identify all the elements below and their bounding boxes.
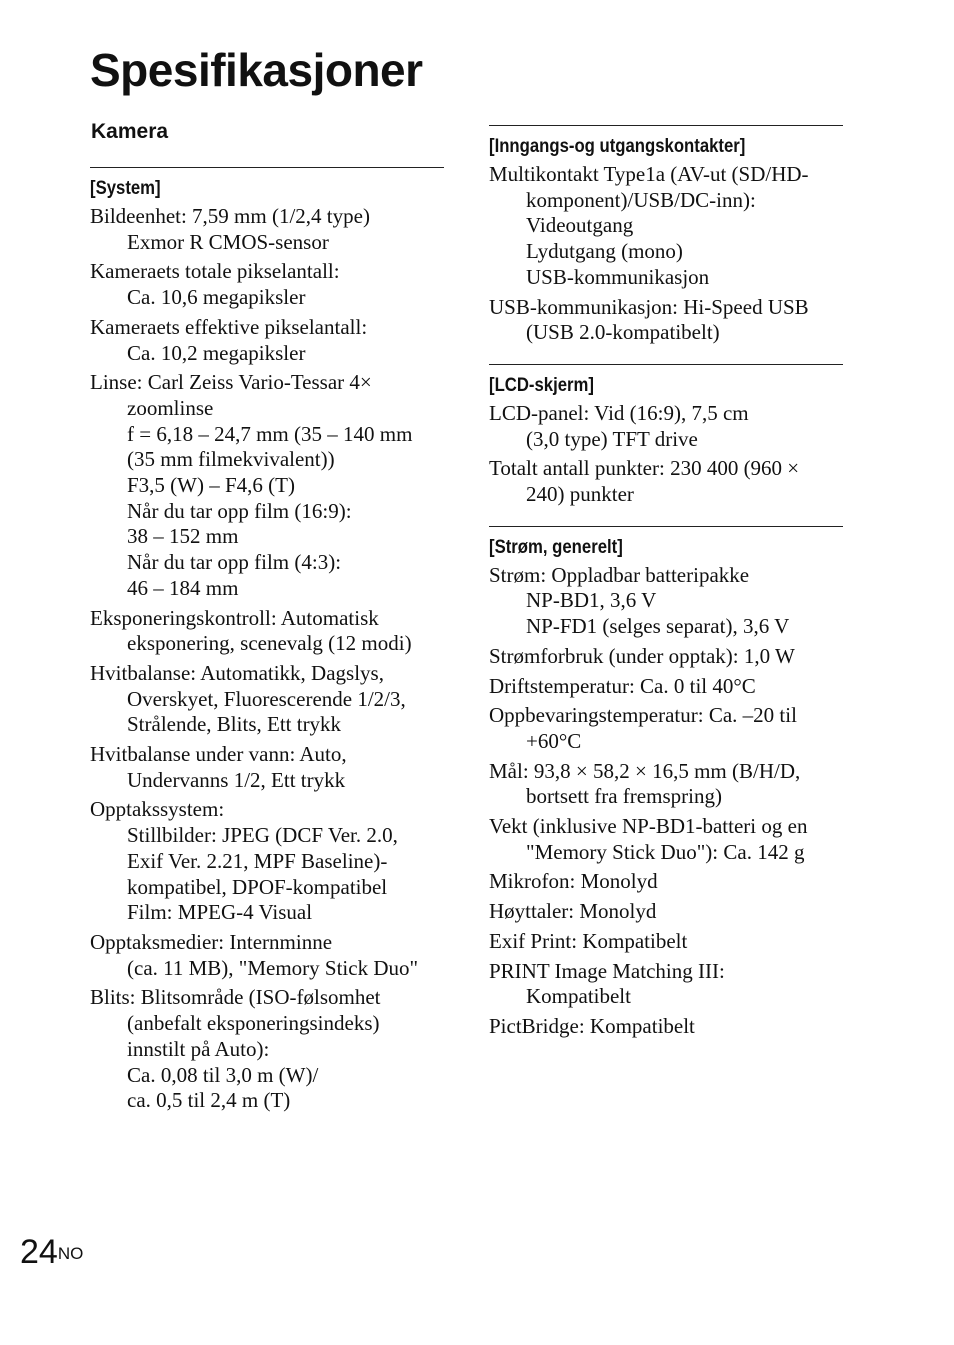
spec-entry-continuation-line: 46 – 184 mm [127,575,239,600]
spec-entry-continuation-line: Når du tar opp film (4:3): [127,550,342,575]
spec-entry-first-line: Oppbevaringstemperatur: Ca. –20 til [489,703,797,728]
spec-entry-first-line: Linse: Carl Zeiss Vario-Tessar 4× [90,370,372,395]
spec-entry [489,563,843,640]
spec-entry-first-line: Exif Print: Kompatibelt [489,928,688,953]
spec-entry-continuation-line: Ca. 0,08 til 3,0 m (W)/ [127,1062,319,1087]
spec-entry [90,985,444,1114]
spec-entry-continuation-line: Lydutgang (mono) [526,239,683,264]
spec-entry-continuation-line: bortsett fra fremspring) [526,784,722,809]
section-heading: [System] [90,178,161,199]
spec-entry-continuation-line: Ca. 10,2 megapiksler [127,340,306,365]
spec-entry-continuation-line: f = 6,18 – 24,7 mm (35 – 140 mm [127,421,413,446]
spec-entry [90,606,444,657]
spec-entry [90,315,444,366]
spec-entry-continuation-line: ca. 0,5 til 2,4 m (T) [127,1088,291,1113]
spec-entry-continuation-line: Overskyet, Fluorescerende 1/2/3, [127,686,406,711]
spec-entry-first-line: PictBridge: Kompatibelt [489,1013,695,1038]
spec-section [489,364,843,508]
spec-entry [489,295,843,346]
spec-entry-continuation-line: "Memory Stick Duo"): Ca. 142 g [526,839,805,864]
spec-entry [90,742,444,793]
spec-section [90,167,444,1114]
spec-entry [489,401,843,452]
spec-entry [489,814,843,865]
spec-entry [489,899,843,925]
spec-entry-first-line: Opptaksmedier: Internminne [90,929,333,954]
spec-entry-continuation-line: zoomlinse [127,395,214,420]
spec-entry-first-line: Eksponeringskontroll: Automatisk [90,605,379,630]
page-number-suffix: NO [57,1244,84,1263]
spec-entry [489,703,843,754]
spec-entry-continuation-line: eksponering, scenevalg (12 modi) [127,631,412,656]
spec-entry-continuation-line: +60°C [526,728,582,753]
spec-entry-continuation-line: Strålende, Blits, Ett trykk [127,712,342,737]
spec-entry-continuation-line: Film: MPEG-4 Visual [127,900,313,925]
spec-entry [90,930,444,981]
spec-entry-first-line: Hvitbalanse: Automatikk, Dagslys, [90,660,384,685]
spec-entry [489,456,843,507]
right-column [489,125,843,1058]
spec-entry-first-line: LCD-panel: Vid (16:9), 7,5 cm [489,400,749,425]
spec-entry [489,959,843,1010]
section-subtitle-kamera: Kamera [91,120,169,143]
spec-entry-continuation-line: F3,5 (W) – F4,6 (T) [127,473,295,498]
spec-entry-continuation-line: NP-FD1 (selges separat), 3,6 V [526,614,790,639]
spec-entry-first-line: USB-kommunikasjon: Hi-Speed USB [489,294,809,319]
spec-entry [90,661,444,738]
spec-entry-first-line: Multikontakt Type1a (AV-ut (SD/HD- [489,162,809,186]
spec-entry-first-line: Hvitbalanse under vann: Auto, [90,742,347,767]
spec-entry-continuation-line: Videoutgang [526,213,634,238]
spec-entry-continuation-line: Exmor R CMOS-sensor [127,229,329,254]
page-number-value: 24 [20,1233,58,1271]
spec-entry-first-line: Totalt antall punkter: 230 400 (960 × [489,456,800,481]
spec-entry-continuation-line: (ca. 11 MB), "Memory Stick Duo" [127,955,419,980]
spec-entry [90,204,444,255]
spec-entry [489,929,843,955]
spec-entry [489,644,843,670]
page-number [20,1232,83,1272]
spec-entry-first-line: Strøm: Oppladbar batteripakke [489,562,750,587]
spec-entry-continuation-line: 38 – 152 mm [127,524,239,549]
spec-entry-first-line: Mikrofon: Monolyd [489,869,658,894]
spec-entry-continuation-line: USB-kommunikasjon [526,264,710,289]
spec-entry-continuation-line: NP-BD1, 3,6 V [526,588,657,613]
spec-entry [489,1014,843,1040]
spec-entry-continuation-line: (3,0 type) TFT drive [526,426,698,451]
spec-entry-continuation-line: (35 mm filmekvivalent)) [127,447,335,472]
spec-entry [90,370,444,601]
spec-entry-first-line: Mål: 93,8 × 58,2 × 16,5 mm (B/H/D, [489,758,801,783]
spec-entry [489,674,843,700]
spec-entry [489,162,843,291]
spec-section [489,125,843,346]
spec-entry [489,759,843,810]
spec-entry [90,259,444,310]
section-heading: [Strøm, generelt] [489,536,623,558]
spec-entry-continuation-line: Stillbilder: JPEG (DCF Ver. 2.0, [127,823,398,848]
spec-entry-first-line: PRINT Image Matching III: [489,958,725,983]
left-column [90,167,444,1132]
spec-entry-first-line: Bildeenhet: 7,59 mm (1/2,4 type) [90,204,370,228]
spec-entry-continuation-line: Exif Ver. 2.21, MPF Baseline)- [127,848,388,873]
spec-entry-continuation-line: (anbefalt eksponeringsindeks) [127,1011,380,1036]
spec-entry-continuation-line: kompatibel, DPOF-kompatibel [127,874,388,899]
spec-entry-continuation-line: 240) punkter [526,482,634,507]
spec-entry-continuation-line: Når du tar opp film (16:9): [127,498,352,523]
spec-entry-continuation-line: Ca. 10,6 megapiksler [127,285,306,310]
section-heading: [LCD-skjerm] [489,374,594,396]
spec-entry-first-line: Høyttaler: Monolyd [489,899,657,924]
spec-entry-first-line: Driftstemperatur: Ca. 0 til 40°C [489,673,756,698]
spec-entry-first-line: Blits: Blitsområde (ISO-følsomhet [90,985,381,1010]
page-title: Spesifikasjoner [90,44,423,96]
section-heading: [Inngangs-og utgangskontakter] [489,136,746,157]
spec-entry-continuation-line: komponent)/USB/DC-inn): [526,187,756,212]
spec-entry-first-line: Opptakssystem: [90,797,225,822]
spec-entry-continuation-line: Undervanns 1/2, Ett trykk [127,767,346,792]
spec-entry-continuation-line: innstilt på Auto): [127,1036,270,1061]
spec-entry [489,869,843,895]
spec-entry-continuation-line: (USB 2.0-kompatibelt) [526,320,720,345]
spec-entry-first-line: Kameraets effektive pikselantall: [90,314,368,339]
spec-entry-continuation-line: Kompatibelt [526,984,631,1009]
spec-entry [90,797,444,926]
spec-section [489,526,843,1040]
spec-entry-first-line: Vekt (inklusive NP-BD1-batteri og en [489,814,808,839]
spec-entry-first-line: Kameraets totale pikselantall: [90,259,340,284]
spec-entry-first-line: Strømforbruk (under opptak): 1,0 W [489,643,795,668]
